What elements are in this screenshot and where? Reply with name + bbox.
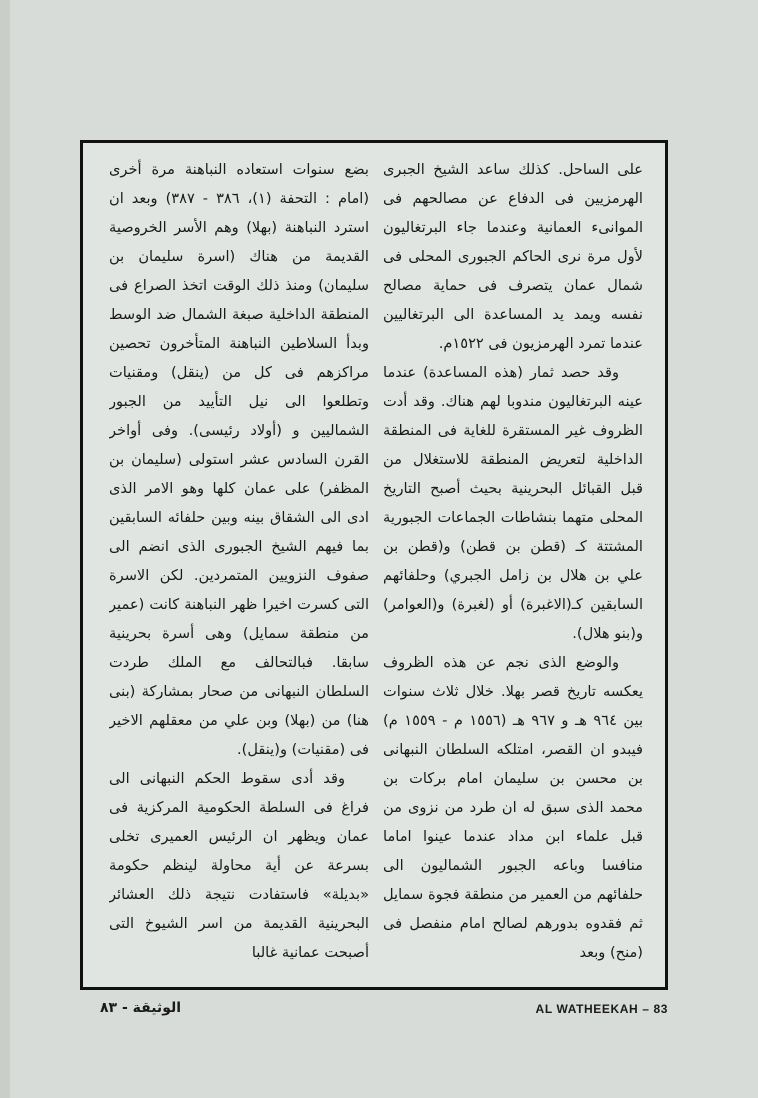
paragraph: وقد أدى سقوط الحكم النبهانى الى فراغ فى السلطة الحكومية المركزية فى عمان ويظهر ان الرئيس العميرى تخلى بسرعة عن أية محاولة لينظم حكومة «بديلة» فاستفادت نتيجة ذلك العشائر البحرينية القديمة من اسر الشيوخ التى أصبحت عمانية غالبا xyxy=(109,770,369,961)
scan-edge xyxy=(0,0,10,1098)
article-column-right xyxy=(383,155,643,977)
paragraph: على الساحل. كذلك ساعد الشيخ الجبرى الهرمزيين فى الدفاع عن مصالحهم فى الموانىء العمانية وعندما جاء البرتغاليون لأول مرة نرى الحاكم الجبورى المحلى فى شمال عمان يتصرف فى حماية مصالح نفسه ويمد يد المساعدة الى البرتغاليين عندما تمرد الهرمزيون فى ١٥٢٢م. xyxy=(383,161,643,352)
paragraph: والوضع الذى نجم عن هذه الظروف يعكسه تاريخ قصر بهلا. خلال ثلاث سنوات بين ٩٦٤ هـ و ٩٦٧ هـ (١٥٥٦ م - ١٥٥٩ م) فيبدو ان القصر، امتلكه السلطان النبهانى بن محسن بن سليمان امام بركات بن محمد الذى سبق له ان طرد من نزوى من قبل علماء ابن مداد عندما عينوا اماما منافسا وباعه الجبور الشماليون الى حلفائهم من العمير من منطقة فجوة سمايل ثم فقدوه بدورهم لصالح امام منفصل فى (منح) وبعد xyxy=(383,654,643,961)
article-frame xyxy=(80,140,668,990)
paragraph: وقد حصد ثمار (هذه المساعدة) عندما عينه البرتغاليون مندوبا لهم هناك. وقد أدت الظروف غير المستقرة للغاية فى المنطقة الداخلية لتعريض المنطقة للاستغلال من قبل القبائل البحرينية بحيث أصبح التاريخ المحلى متهما بنشاطات الجماعات الجبورية المشتتة كـ (قطن بن قطن) و(قطن بن علي بن هلال بن زامل الجبري) وحلفائهم السابقين كـ(الاغبرة) أو (لغبرة) و(العوامر) و(بنو هلال). xyxy=(383,364,643,642)
footer-arabic-page-label: الوثيقة - ٨٣ xyxy=(100,1000,182,1016)
article-column-left xyxy=(109,155,369,977)
footer-latin-page-label: AL WATHEEKAH – 83 xyxy=(535,1002,668,1016)
paragraph: بضع سنوات استعاده النباهنة مرة أخرى (امام : التحفة (١)، ٣٨٦ - ٣٨٧) وبعد ان استرد النباهنة (بهلا) وهم الأسر الخروصية القديمة من هناك (اسرة سليمان بن سليمان) ومنذ ذلك الوقت اتخذ الصراع فى المنطقة الداخلية صبغة الشمال ضد الوسط وبدأ السلاطين النباهنة المتأخرون تحصين مراكزهم فى كل من (ينقل) ومقنيات وتطلعوا الى نيل التأييد من الجبور الشماليين و (أولاد رئيسى). وفى أواخر القرن السادس عشر استولى (سليمان بن المظفر) على عمان كلها وهو الامر الذى ادى الى الشقاق بينه وبين حلفائه السابقين بما فيهم الشيخ الجبورى الذى انضم الى صفوف النزويين المتمردين. لكن الاسرة التى كسرت اخيرا ظهر النباهنة كانت (عمير من منطقة سمايل) وهى أسرة بحرينية سابقا. فبالتحالف مع الملك طردت السلطان النبهانى من صحار بمشاركة (بنى هنا) من (بهلا) وبن علي من معقلهم الاخير فى (مقنيات) و(ينقل). xyxy=(109,161,369,758)
